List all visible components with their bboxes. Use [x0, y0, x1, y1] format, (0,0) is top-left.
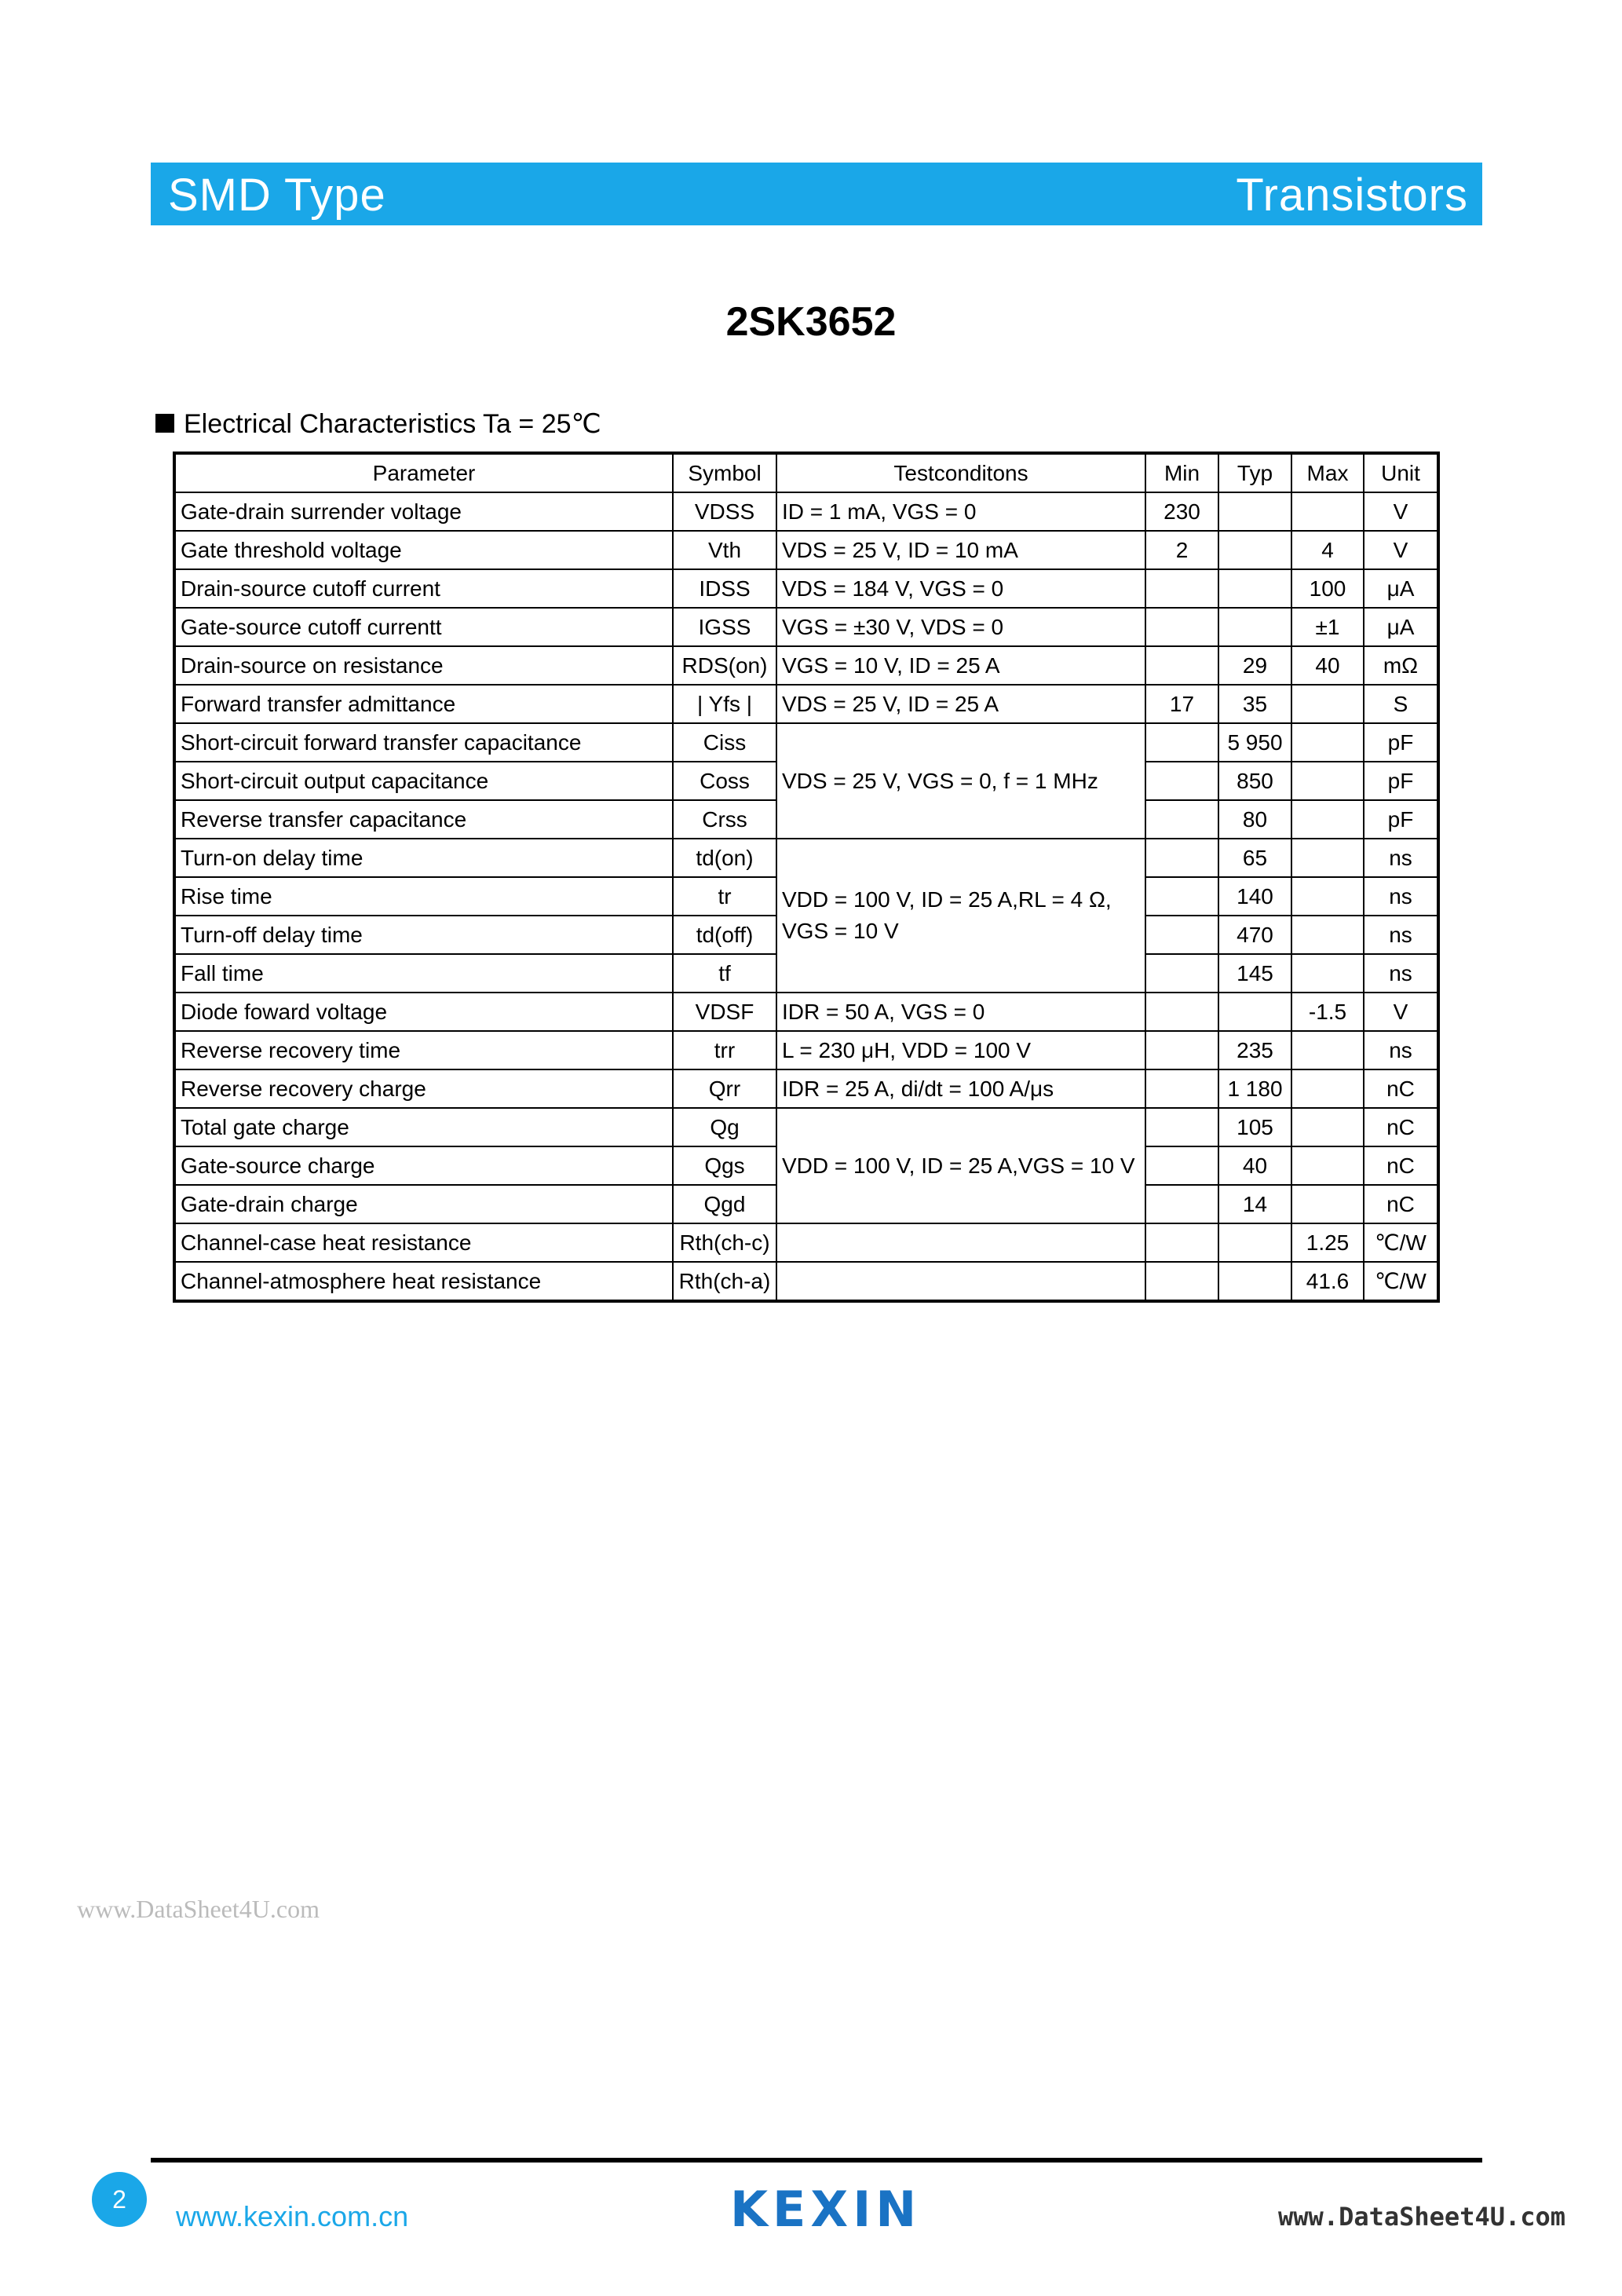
- max-cell: -1.5: [1291, 993, 1364, 1031]
- unit-cell: nC: [1364, 1108, 1438, 1146]
- unit-cell: ℃/W: [1364, 1262, 1438, 1301]
- parameter-cell: Gate-source charge: [174, 1146, 673, 1185]
- max-cell: [1291, 1108, 1364, 1146]
- min-cell: 17: [1145, 685, 1218, 723]
- symbol-cell: Qg: [673, 1108, 776, 1146]
- min-cell: [1145, 646, 1218, 685]
- condition-cell: IDR = 50 A, VGS = 0: [776, 993, 1145, 1031]
- parameter-cell: Rise time: [174, 877, 673, 916]
- min-cell: [1145, 762, 1218, 800]
- typ-cell: 80: [1218, 800, 1291, 839]
- max-cell: [1291, 1146, 1364, 1185]
- typ-cell: 850: [1218, 762, 1291, 800]
- typ-cell: 35: [1218, 685, 1291, 723]
- unit-cell: ns: [1364, 954, 1438, 993]
- unit-cell: ns: [1364, 839, 1438, 877]
- max-cell: 4: [1291, 531, 1364, 569]
- symbol-cell: IDSS: [673, 569, 776, 608]
- parameter-cell: Forward transfer admittance: [174, 685, 673, 723]
- square-bullet-icon: [155, 414, 174, 433]
- unit-cell: V: [1364, 531, 1438, 569]
- symbol-cell: Rth(ch-c): [673, 1223, 776, 1262]
- table-row: [174, 1031, 1438, 1069]
- watermark-left: www.DataSheet4U.com: [77, 1895, 320, 1923]
- condition-cell: VDS = 25 V, ID = 25 A: [776, 685, 1145, 723]
- min-cell: [1145, 1069, 1218, 1108]
- max-cell: [1291, 839, 1364, 877]
- condition-cell: VDS = 184 V, VGS = 0: [776, 569, 1145, 608]
- max-cell: [1291, 1031, 1364, 1069]
- unit-cell: V: [1364, 993, 1438, 1031]
- symbol-cell: Qgs: [673, 1146, 776, 1185]
- max-cell: 40: [1291, 646, 1364, 685]
- max-cell: [1291, 762, 1364, 800]
- footer-divider: [151, 2158, 1482, 2163]
- typ-cell: 1 180: [1218, 1069, 1291, 1108]
- unit-cell: μA: [1364, 608, 1438, 646]
- typ-cell: [1218, 569, 1291, 608]
- min-cell: 2: [1145, 531, 1218, 569]
- symbol-cell: Rth(ch-a): [673, 1262, 776, 1301]
- parameter-cell: Turn-off delay time: [174, 916, 673, 954]
- condition-cell: VGS = 10 V, ID = 25 A: [776, 646, 1145, 685]
- min-cell: [1145, 723, 1218, 762]
- parameter-cell: Gate-drain charge: [174, 1185, 673, 1223]
- min-cell: [1145, 1146, 1218, 1185]
- symbol-cell: tf: [673, 954, 776, 993]
- condition-cell: IDR = 25 A, di/dt = 100 A/μs: [776, 1069, 1145, 1108]
- condition-cell: VDS = 25 V, VGS = 0, f = 1 MHz: [776, 723, 1145, 839]
- table-row: [174, 569, 1438, 608]
- typ-cell: 105: [1218, 1108, 1291, 1146]
- min-cell: [1145, 839, 1218, 877]
- unit-cell: nC: [1364, 1069, 1438, 1108]
- symbol-cell: VDSF: [673, 993, 776, 1031]
- typ-cell: 40: [1218, 1146, 1291, 1185]
- table-row: [174, 492, 1438, 531]
- max-cell: [1291, 685, 1364, 723]
- header-max: Max: [1291, 453, 1364, 492]
- header-unit: Unit: [1364, 453, 1438, 492]
- table-row: [174, 1069, 1438, 1108]
- min-cell: [1145, 1185, 1218, 1223]
- unit-cell: ns: [1364, 877, 1438, 916]
- company-url-link[interactable]: www.kexin.com.cn: [176, 2200, 409, 2232]
- symbol-cell: VDSS: [673, 492, 776, 531]
- max-cell: ±1: [1291, 608, 1364, 646]
- header-product-type: Transistors: [1236, 170, 1468, 221]
- section-heading: [155, 408, 601, 440]
- symbol-cell: | Yfs |: [673, 685, 776, 723]
- table-row: [174, 993, 1438, 1031]
- symbol-cell: td(off): [673, 916, 776, 954]
- parameter-cell: Turn-on delay time: [174, 839, 673, 877]
- symbol-cell: IGSS: [673, 608, 776, 646]
- condition-cell-empty: [776, 1262, 1145, 1301]
- condition-line: VGS = 10 V: [782, 919, 899, 943]
- typ-cell: 29: [1218, 646, 1291, 685]
- typ-cell: 14: [1218, 1185, 1291, 1223]
- unit-cell: pF: [1364, 762, 1438, 800]
- typ-cell: 5 950: [1218, 723, 1291, 762]
- max-cell: [1291, 800, 1364, 839]
- symbol-cell: Qrr: [673, 1069, 776, 1108]
- unit-cell: ns: [1364, 916, 1438, 954]
- kexin-logo: KEXIN: [730, 2181, 922, 2238]
- page-number-badge: 2: [92, 2172, 147, 2227]
- typ-cell: [1218, 1262, 1291, 1301]
- max-cell: [1291, 954, 1364, 993]
- typ-cell: [1218, 492, 1291, 531]
- symbol-cell: Coss: [673, 762, 776, 800]
- parameter-cell: Drain-source cutoff current: [174, 569, 673, 608]
- min-cell: [1145, 1031, 1218, 1069]
- parameter-cell: Short-circuit output capacitance: [174, 762, 673, 800]
- symbol-cell: td(on): [673, 839, 776, 877]
- header-min: Min: [1145, 453, 1218, 492]
- header-symbol: Symbol: [673, 453, 776, 492]
- table-header-row: [174, 453, 1438, 492]
- condition-cell: VDD = 100 V, ID = 25 A,VGS = 10 V: [776, 1108, 1145, 1223]
- header-typ: Typ: [1218, 453, 1291, 492]
- part-number-title: 2SK3652: [725, 299, 897, 345]
- max-cell: [1291, 1069, 1364, 1108]
- parameter-cell: Diode foward voltage: [174, 993, 673, 1031]
- condition-cell: L = 230 μH, VDD = 100 V: [776, 1031, 1145, 1069]
- table-row: [174, 1108, 1438, 1146]
- unit-cell: ℃/W: [1364, 1223, 1438, 1262]
- parameter-cell: Gate-source cutoff currentt: [174, 608, 673, 646]
- typ-cell: [1218, 608, 1291, 646]
- table-row: [174, 608, 1438, 646]
- min-cell: [1145, 1262, 1218, 1301]
- condition-cell: [776, 839, 1145, 993]
- symbol-cell: Ciss: [673, 723, 776, 762]
- parameter-cell: Drain-source on resistance: [174, 646, 673, 685]
- symbol-cell: tr: [673, 877, 776, 916]
- unit-cell: μA: [1364, 569, 1438, 608]
- max-cell: [1291, 723, 1364, 762]
- parameter-cell: Fall time: [174, 954, 673, 993]
- min-cell: [1145, 1223, 1218, 1262]
- unit-cell: pF: [1364, 723, 1438, 762]
- unit-cell: nC: [1364, 1146, 1438, 1185]
- table-row: [174, 685, 1438, 723]
- parameter-cell: Total gate charge: [174, 1108, 673, 1146]
- parameter-cell: Reverse transfer capacitance: [174, 800, 673, 839]
- max-cell: [1291, 1185, 1364, 1223]
- min-cell: 230: [1145, 492, 1218, 531]
- typ-cell: 470: [1218, 916, 1291, 954]
- symbol-cell: RDS(on): [673, 646, 776, 685]
- unit-cell: S: [1364, 685, 1438, 723]
- max-cell: 1.25: [1291, 1223, 1364, 1262]
- parameter-cell: Gate-drain surrender voltage: [174, 492, 673, 531]
- unit-cell: ns: [1364, 1031, 1438, 1069]
- unit-cell: mΩ: [1364, 646, 1438, 685]
- max-cell: [1291, 492, 1364, 531]
- watermark-right: www.DataSheet4U.com: [1278, 2202, 1566, 2232]
- table-row: [174, 531, 1438, 569]
- parameter-cell: Short-circuit forward transfer capacitance: [174, 723, 673, 762]
- condition-cell: VDS = 25 V, ID = 10 mA: [776, 531, 1145, 569]
- condition-cell: ID = 1 mA, VGS = 0: [776, 492, 1145, 531]
- typ-cell: 65: [1218, 839, 1291, 877]
- symbol-cell: Crss: [673, 800, 776, 839]
- header-test-conditions: Testconditons: [776, 453, 1145, 492]
- symbol-cell: trr: [673, 1031, 776, 1069]
- parameter-cell: Reverse recovery time: [174, 1031, 673, 1069]
- symbol-cell: Vth: [673, 531, 776, 569]
- symbol-cell: Qgd: [673, 1185, 776, 1223]
- table-row: [174, 839, 1438, 877]
- header-parameter: Parameter: [174, 453, 673, 492]
- table-row: [174, 646, 1438, 685]
- condition-line: VDD = 100 V, ID = 25 A,RL = 4 Ω,: [782, 887, 1112, 912]
- max-cell: 41.6: [1291, 1262, 1364, 1301]
- table-row: [174, 723, 1438, 762]
- max-cell: [1291, 877, 1364, 916]
- min-cell: [1145, 916, 1218, 954]
- max-cell: [1291, 916, 1364, 954]
- parameter-cell: Channel-atmosphere heat resistance: [174, 1262, 673, 1301]
- table-row: [174, 1262, 1438, 1301]
- min-cell: [1145, 1108, 1218, 1146]
- header-band: [151, 163, 1482, 225]
- typ-cell: [1218, 531, 1291, 569]
- min-cell: [1145, 800, 1218, 839]
- section-title: Electrical Characteristics Ta = 25℃: [184, 409, 601, 439]
- typ-cell: [1218, 1223, 1291, 1262]
- max-cell: 100: [1291, 569, 1364, 608]
- min-cell: [1145, 993, 1218, 1031]
- min-cell: [1145, 954, 1218, 993]
- condition-cell-empty: [776, 1223, 1145, 1262]
- electrical-characteristics-table: [173, 452, 1440, 1303]
- typ-cell: [1218, 993, 1291, 1031]
- unit-cell: pF: [1364, 800, 1438, 839]
- typ-cell: 140: [1218, 877, 1291, 916]
- header-category: SMD Type: [168, 170, 386, 221]
- parameter-cell: Channel-case heat resistance: [174, 1223, 673, 1262]
- typ-cell: 145: [1218, 954, 1291, 993]
- min-cell: [1145, 877, 1218, 916]
- typ-cell: 235: [1218, 1031, 1291, 1069]
- min-cell: [1145, 569, 1218, 608]
- parameter-cell: Gate threshold voltage: [174, 531, 673, 569]
- condition-cell: VGS = ±30 V, VDS = 0: [776, 608, 1145, 646]
- parameter-cell: Reverse recovery charge: [174, 1069, 673, 1108]
- unit-cell: V: [1364, 492, 1438, 531]
- table-row: [174, 1223, 1438, 1262]
- min-cell: [1145, 608, 1218, 646]
- unit-cell: nC: [1364, 1185, 1438, 1223]
